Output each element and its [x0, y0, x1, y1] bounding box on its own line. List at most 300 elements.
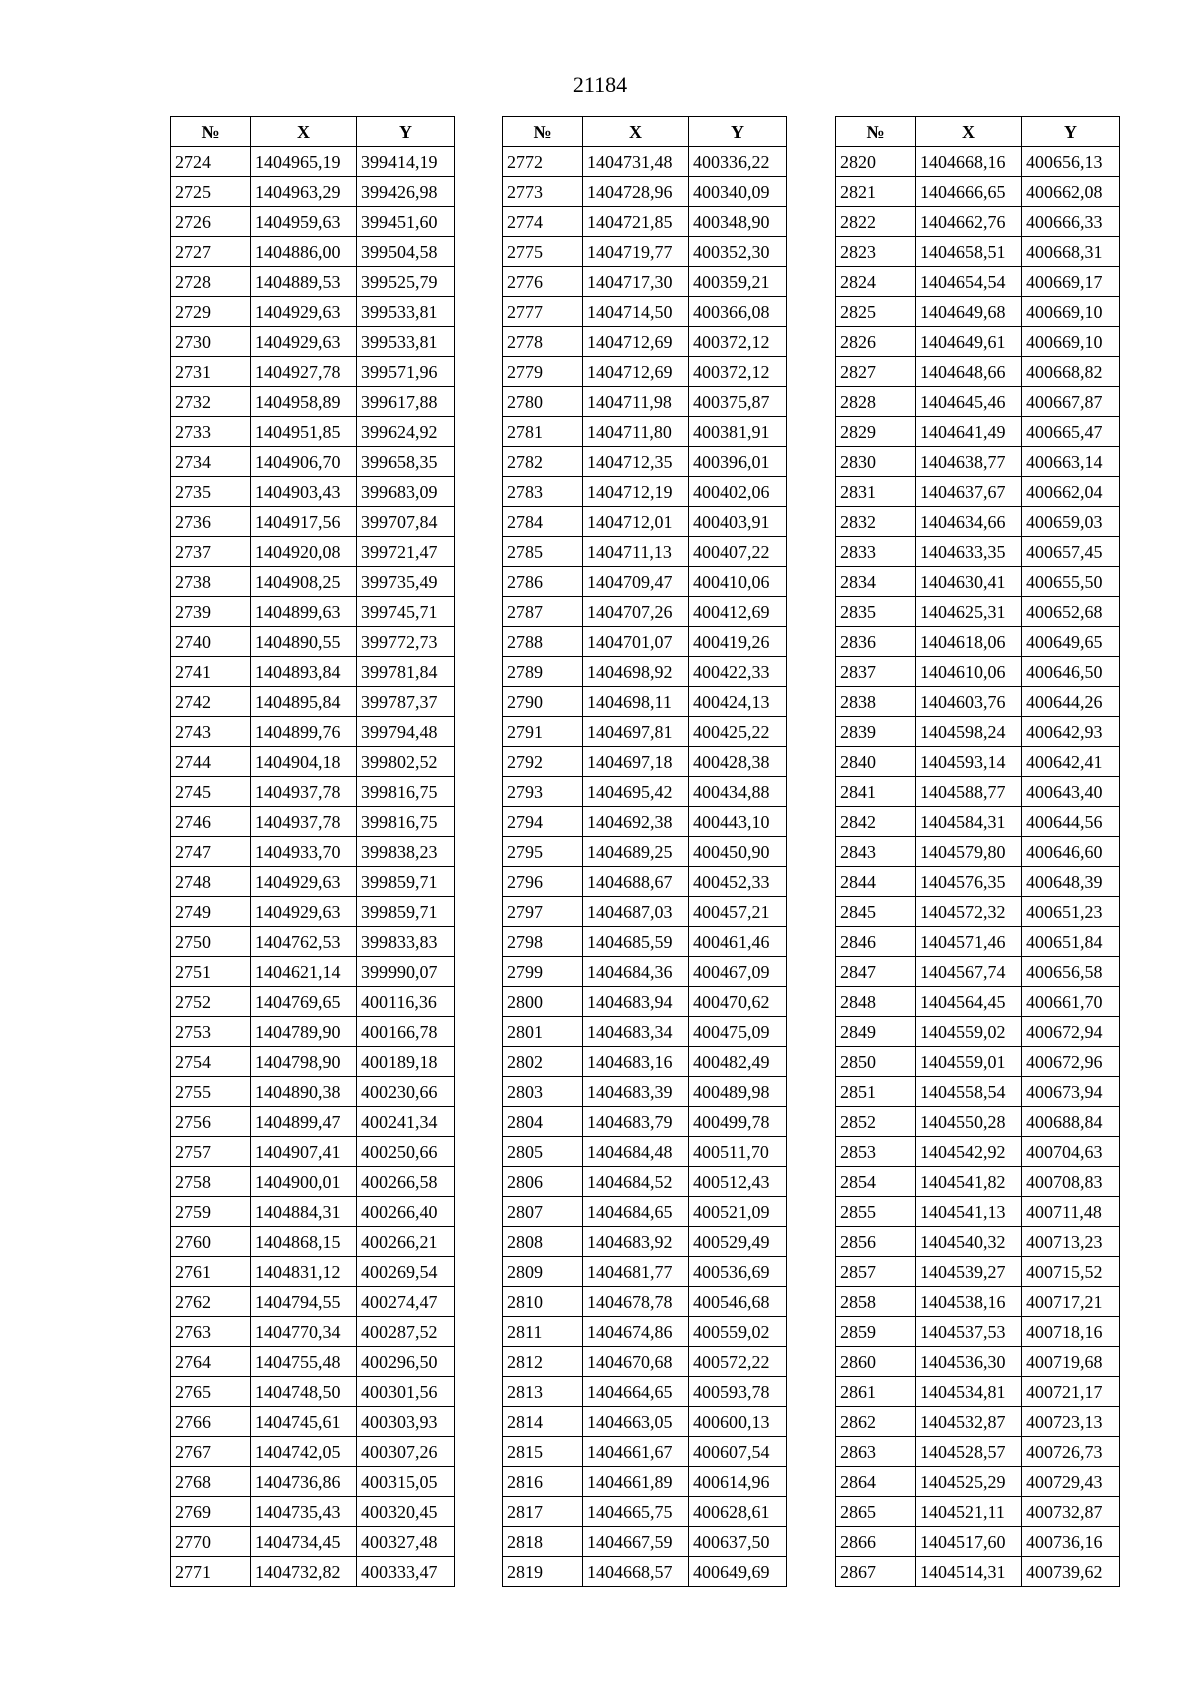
cell-x: 1404621,14	[251, 957, 357, 987]
cell-number: 2817	[503, 1497, 583, 1527]
table-row	[171, 1227, 455, 1257]
cell-number: 2759	[171, 1197, 251, 1227]
cell-y: 400600,13	[689, 1407, 787, 1437]
table-body	[503, 147, 787, 1587]
cell-x: 1404712,35	[583, 447, 689, 477]
table-row	[171, 447, 455, 477]
table-row	[836, 1317, 1120, 1347]
cell-number: 2748	[171, 867, 251, 897]
table-row	[836, 1167, 1120, 1197]
table-row	[503, 837, 787, 867]
cell-y: 400711,48	[1022, 1197, 1120, 1227]
cell-number: 2859	[836, 1317, 916, 1347]
cell-x: 1404634,66	[916, 507, 1022, 537]
cell-x: 1404683,34	[583, 1017, 689, 1047]
cell-y: 400336,22	[689, 147, 787, 177]
table-row	[171, 537, 455, 567]
table-row	[171, 1167, 455, 1197]
table-row	[171, 1047, 455, 1077]
cell-number: 2771	[171, 1557, 251, 1587]
cell-number: 2801	[503, 1017, 583, 1047]
cell-number: 2782	[503, 447, 583, 477]
cell-number: 2794	[503, 807, 583, 837]
cell-x: 1404884,31	[251, 1197, 357, 1227]
cell-y: 400425,22	[689, 717, 787, 747]
cell-number: 2730	[171, 327, 251, 357]
table-row	[836, 417, 1120, 447]
cell-y: 400410,06	[689, 567, 787, 597]
cell-number: 2756	[171, 1107, 251, 1137]
table-row	[836, 177, 1120, 207]
table-row	[171, 1497, 455, 1527]
table-row	[171, 1257, 455, 1287]
cell-number: 2835	[836, 597, 916, 627]
cell-x: 1404959,63	[251, 207, 357, 237]
cell-y: 400274,47	[357, 1287, 455, 1317]
cell-number: 2761	[171, 1257, 251, 1287]
cell-y: 400266,21	[357, 1227, 455, 1257]
cell-number: 2829	[836, 417, 916, 447]
cell-y: 400628,61	[689, 1497, 787, 1527]
table-row	[171, 1107, 455, 1137]
cell-y: 399533,81	[357, 327, 455, 357]
cell-number: 2734	[171, 447, 251, 477]
cell-y: 400559,02	[689, 1317, 787, 1347]
cell-number: 2781	[503, 417, 583, 447]
cell-x: 1404899,47	[251, 1107, 357, 1137]
cell-y: 400375,87	[689, 387, 787, 417]
cell-number: 2766	[171, 1407, 251, 1437]
cell-x: 1404917,56	[251, 507, 357, 537]
cell-x: 1404889,53	[251, 267, 357, 297]
cell-y: 400642,93	[1022, 717, 1120, 747]
cell-number: 2724	[171, 147, 251, 177]
cell-x: 1404906,70	[251, 447, 357, 477]
cell-y: 400667,87	[1022, 387, 1120, 417]
cell-y: 399990,07	[357, 957, 455, 987]
table-row	[171, 417, 455, 447]
cell-x: 1404684,65	[583, 1197, 689, 1227]
cell-number: 2862	[836, 1407, 916, 1437]
table-row	[503, 1197, 787, 1227]
cell-number: 2826	[836, 327, 916, 357]
cell-x: 1404534,81	[916, 1377, 1022, 1407]
cell-y: 400422,33	[689, 657, 787, 687]
cell-y: 400648,39	[1022, 867, 1120, 897]
cell-number: 2736	[171, 507, 251, 537]
cell-y: 400643,40	[1022, 777, 1120, 807]
cell-number: 2743	[171, 717, 251, 747]
table-row	[503, 1557, 787, 1587]
cell-y: 400419,26	[689, 627, 787, 657]
table-row	[171, 357, 455, 387]
table-row	[171, 1407, 455, 1437]
cell-number: 2825	[836, 297, 916, 327]
cell-x: 1404681,77	[583, 1257, 689, 1287]
cell-x: 1404638,77	[916, 447, 1022, 477]
cell-x: 1404593,14	[916, 747, 1022, 777]
table-row	[503, 267, 787, 297]
cell-x: 1404711,80	[583, 417, 689, 447]
cell-number: 2813	[503, 1377, 583, 1407]
cell-number: 2864	[836, 1467, 916, 1497]
table-row	[836, 567, 1120, 597]
table-row	[171, 567, 455, 597]
cell-y: 400646,50	[1022, 657, 1120, 687]
header-y: Y	[689, 117, 787, 147]
table-row	[171, 1317, 455, 1347]
table-row	[503, 1467, 787, 1497]
cell-number: 2808	[503, 1227, 583, 1257]
cell-y: 400729,43	[1022, 1467, 1120, 1497]
cell-number: 2760	[171, 1227, 251, 1257]
cell-x: 1404890,38	[251, 1077, 357, 1107]
cell-x: 1404521,11	[916, 1497, 1022, 1527]
cell-x: 1404899,63	[251, 597, 357, 627]
cell-x: 1404929,63	[251, 297, 357, 327]
cell-x: 1404688,67	[583, 867, 689, 897]
cell-number: 2749	[171, 897, 251, 927]
cell-y: 400546,68	[689, 1287, 787, 1317]
cell-y: 399721,47	[357, 537, 455, 567]
table-row	[171, 1137, 455, 1167]
table-row	[171, 1467, 455, 1497]
cell-number: 2775	[503, 237, 583, 267]
cell-number: 2867	[836, 1557, 916, 1587]
cell-y: 400424,13	[689, 687, 787, 717]
table-row	[171, 1077, 455, 1107]
cell-number: 2755	[171, 1077, 251, 1107]
table-row	[171, 327, 455, 357]
cell-y: 400607,54	[689, 1437, 787, 1467]
cell-x: 1404536,30	[916, 1347, 1022, 1377]
cell-y: 400269,54	[357, 1257, 455, 1287]
cell-x: 1404683,92	[583, 1227, 689, 1257]
cell-y: 400407,22	[689, 537, 787, 567]
table-row	[836, 477, 1120, 507]
cell-x: 1404712,69	[583, 357, 689, 387]
table-row	[171, 1017, 455, 1047]
cell-x: 1404789,90	[251, 1017, 357, 1047]
table-row	[171, 987, 455, 1017]
cell-number: 2757	[171, 1137, 251, 1167]
cell-y: 400721,17	[1022, 1377, 1120, 1407]
cell-y: 400475,09	[689, 1017, 787, 1047]
cell-number: 2779	[503, 357, 583, 387]
cell-x: 1404701,07	[583, 627, 689, 657]
cell-y: 400656,58	[1022, 957, 1120, 987]
table-row	[503, 1437, 787, 1467]
table-row	[836, 1527, 1120, 1557]
cell-x: 1404567,74	[916, 957, 1022, 987]
cell-x: 1404625,31	[916, 597, 1022, 627]
cell-number: 2812	[503, 1347, 583, 1377]
cell-y: 400644,56	[1022, 807, 1120, 837]
table-row	[503, 447, 787, 477]
cell-y: 400651,84	[1022, 927, 1120, 957]
cell-y: 400467,09	[689, 957, 787, 987]
cell-x: 1404900,01	[251, 1167, 357, 1197]
table-row	[836, 237, 1120, 267]
cell-y: 400450,90	[689, 837, 787, 867]
cell-number: 2821	[836, 177, 916, 207]
cell-x: 1404684,48	[583, 1137, 689, 1167]
cell-x: 1404697,81	[583, 717, 689, 747]
cell-x: 1404572,32	[916, 897, 1022, 927]
table-row	[836, 1467, 1120, 1497]
cell-number: 2754	[171, 1047, 251, 1077]
table-row	[836, 1257, 1120, 1287]
cell-number: 2824	[836, 267, 916, 297]
table-row	[503, 177, 787, 207]
cell-number: 2745	[171, 777, 251, 807]
table-row	[171, 477, 455, 507]
cell-x: 1404674,86	[583, 1317, 689, 1347]
cell-number: 2783	[503, 477, 583, 507]
cell-y: 400116,36	[357, 987, 455, 1017]
table-row	[171, 1197, 455, 1227]
cell-y: 400359,21	[689, 267, 787, 297]
cell-x: 1404929,63	[251, 327, 357, 357]
table-row	[836, 357, 1120, 387]
cell-x: 1404618,06	[916, 627, 1022, 657]
cell-number: 2856	[836, 1227, 916, 1257]
table-row	[503, 477, 787, 507]
table-row	[171, 1527, 455, 1557]
table-row	[503, 387, 787, 417]
cell-number: 2774	[503, 207, 583, 237]
table-row	[503, 777, 787, 807]
cell-y: 400470,62	[689, 987, 787, 1017]
cell-y: 400489,98	[689, 1077, 787, 1107]
table-row	[503, 1167, 787, 1197]
cell-x: 1404532,87	[916, 1407, 1022, 1437]
cell-x: 1404965,19	[251, 147, 357, 177]
cell-x: 1404745,61	[251, 1407, 357, 1437]
cell-x: 1404528,57	[916, 1437, 1022, 1467]
cell-x: 1404641,49	[916, 417, 1022, 447]
cell-number: 2828	[836, 387, 916, 417]
cell-y: 400307,26	[357, 1437, 455, 1467]
table-row	[836, 657, 1120, 687]
cell-number: 2858	[836, 1287, 916, 1317]
cell-x: 1404908,25	[251, 567, 357, 597]
table-row	[836, 1227, 1120, 1257]
cell-y: 400656,13	[1022, 147, 1120, 177]
table-row	[836, 927, 1120, 957]
cell-y: 400665,47	[1022, 417, 1120, 447]
header-y: Y	[1022, 117, 1120, 147]
cell-number: 2831	[836, 477, 916, 507]
cell-y: 400666,33	[1022, 207, 1120, 237]
cell-number: 2847	[836, 957, 916, 987]
cell-y: 400655,50	[1022, 567, 1120, 597]
header-number: №	[503, 117, 583, 147]
cell-x: 1404685,59	[583, 927, 689, 957]
cell-y: 399816,75	[357, 807, 455, 837]
cell-x: 1404678,78	[583, 1287, 689, 1317]
table-row	[171, 1437, 455, 1467]
cell-number: 2836	[836, 627, 916, 657]
cell-y: 400572,22	[689, 1347, 787, 1377]
table-row	[503, 1407, 787, 1437]
cell-x: 1404610,06	[916, 657, 1022, 687]
cell-number: 2842	[836, 807, 916, 837]
cell-x: 1404769,65	[251, 987, 357, 1017]
cell-x: 1404667,59	[583, 1527, 689, 1557]
cell-y: 400366,08	[689, 297, 787, 327]
cell-x: 1404868,15	[251, 1227, 357, 1257]
cell-x: 1404929,63	[251, 897, 357, 927]
cell-x: 1404695,42	[583, 777, 689, 807]
cell-x: 1404937,78	[251, 807, 357, 837]
cell-number: 2770	[171, 1527, 251, 1557]
table-row	[503, 507, 787, 537]
cell-number: 2803	[503, 1077, 583, 1107]
cell-y: 400340,09	[689, 177, 787, 207]
cell-number: 2844	[836, 867, 916, 897]
cell-number: 2792	[503, 747, 583, 777]
cell-y: 400352,30	[689, 237, 787, 267]
cell-x: 1404683,16	[583, 1047, 689, 1077]
table-row	[836, 807, 1120, 837]
cell-x: 1404537,53	[916, 1317, 1022, 1347]
cell-number: 2861	[836, 1377, 916, 1407]
cell-y: 400672,96	[1022, 1047, 1120, 1077]
cell-number: 2741	[171, 657, 251, 687]
cell-y: 400732,87	[1022, 1497, 1120, 1527]
cell-y: 399772,73	[357, 627, 455, 657]
cell-number: 2787	[503, 597, 583, 627]
cell-number: 2846	[836, 927, 916, 957]
cell-x: 1404709,47	[583, 567, 689, 597]
cell-y: 399451,60	[357, 207, 455, 237]
table-row	[171, 777, 455, 807]
cell-x: 1404895,84	[251, 687, 357, 717]
cell-x: 1404831,12	[251, 1257, 357, 1287]
cell-x: 1404762,53	[251, 927, 357, 957]
table-row	[171, 1377, 455, 1407]
cell-y: 399816,75	[357, 777, 455, 807]
cell-x: 1404687,03	[583, 897, 689, 927]
table-row	[836, 507, 1120, 537]
cell-number: 2769	[171, 1497, 251, 1527]
table-row	[503, 1077, 787, 1107]
cell-number: 2767	[171, 1437, 251, 1467]
cell-x: 1404735,43	[251, 1497, 357, 1527]
cell-y: 400657,45	[1022, 537, 1120, 567]
cell-number: 2762	[171, 1287, 251, 1317]
cell-y: 400333,47	[357, 1557, 455, 1587]
cell-y: 399571,96	[357, 357, 455, 387]
header-y: Y	[357, 117, 455, 147]
cell-y: 400736,16	[1022, 1527, 1120, 1557]
cell-y: 400673,94	[1022, 1077, 1120, 1107]
cell-x: 1404683,79	[583, 1107, 689, 1137]
table-row	[836, 537, 1120, 567]
cell-number: 2843	[836, 837, 916, 867]
cell-x: 1404714,50	[583, 297, 689, 327]
table-row	[503, 1347, 787, 1377]
cell-x: 1404579,80	[916, 837, 1022, 867]
table-row	[836, 1377, 1120, 1407]
cell-number: 2800	[503, 987, 583, 1017]
cell-x: 1404711,98	[583, 387, 689, 417]
cell-y: 400452,33	[689, 867, 787, 897]
cell-y: 400713,23	[1022, 1227, 1120, 1257]
table-row	[836, 147, 1120, 177]
cell-x: 1404927,78	[251, 357, 357, 387]
table-row	[503, 1227, 787, 1257]
cell-number: 2849	[836, 1017, 916, 1047]
cell-y: 400652,68	[1022, 597, 1120, 627]
cell-x: 1404654,54	[916, 267, 1022, 297]
cell-y: 400708,83	[1022, 1167, 1120, 1197]
cell-x: 1404719,77	[583, 237, 689, 267]
cell-x: 1404540,32	[916, 1227, 1022, 1257]
cell-number: 2850	[836, 1047, 916, 1077]
table-row	[836, 1497, 1120, 1527]
cell-number: 2797	[503, 897, 583, 927]
cell-number: 2866	[836, 1527, 916, 1557]
table-row	[503, 1047, 787, 1077]
cell-x: 1404683,39	[583, 1077, 689, 1107]
cell-number: 2807	[503, 1197, 583, 1227]
table-row	[503, 1257, 787, 1287]
cell-x: 1404598,24	[916, 717, 1022, 747]
table-row	[836, 1557, 1120, 1587]
cell-number: 2735	[171, 477, 251, 507]
cell-y: 399533,81	[357, 297, 455, 327]
table-row	[836, 1017, 1120, 1047]
cell-x: 1404514,31	[916, 1557, 1022, 1587]
cell-y: 400662,04	[1022, 477, 1120, 507]
table-row	[171, 867, 455, 897]
cell-x: 1404538,16	[916, 1287, 1022, 1317]
table-row	[503, 1017, 787, 1047]
table-row	[836, 717, 1120, 747]
cell-y: 400717,21	[1022, 1287, 1120, 1317]
cell-number: 2793	[503, 777, 583, 807]
table-row	[503, 897, 787, 927]
table-row	[503, 717, 787, 747]
cell-number: 2863	[836, 1437, 916, 1467]
table-row	[503, 207, 787, 237]
cell-number: 2857	[836, 1257, 916, 1287]
cell-number: 2827	[836, 357, 916, 387]
cell-y: 400315,05	[357, 1467, 455, 1497]
cell-y: 399833,83	[357, 927, 455, 957]
cell-y: 400241,34	[357, 1107, 455, 1137]
cell-x: 1404728,96	[583, 177, 689, 207]
table-row	[171, 957, 455, 987]
cell-x: 1404890,55	[251, 627, 357, 657]
cell-x: 1404559,02	[916, 1017, 1022, 1047]
cell-y: 400511,70	[689, 1137, 787, 1167]
cell-number: 2785	[503, 537, 583, 567]
cell-y: 400287,52	[357, 1317, 455, 1347]
cell-number: 2853	[836, 1137, 916, 1167]
cell-y: 400536,69	[689, 1257, 787, 1287]
cell-number: 2753	[171, 1017, 251, 1047]
table-row	[171, 387, 455, 417]
cell-x: 1404683,94	[583, 987, 689, 1017]
cell-number: 2732	[171, 387, 251, 417]
table-row	[836, 957, 1120, 987]
table-row	[836, 1137, 1120, 1167]
table-row	[171, 747, 455, 777]
table-row	[503, 327, 787, 357]
